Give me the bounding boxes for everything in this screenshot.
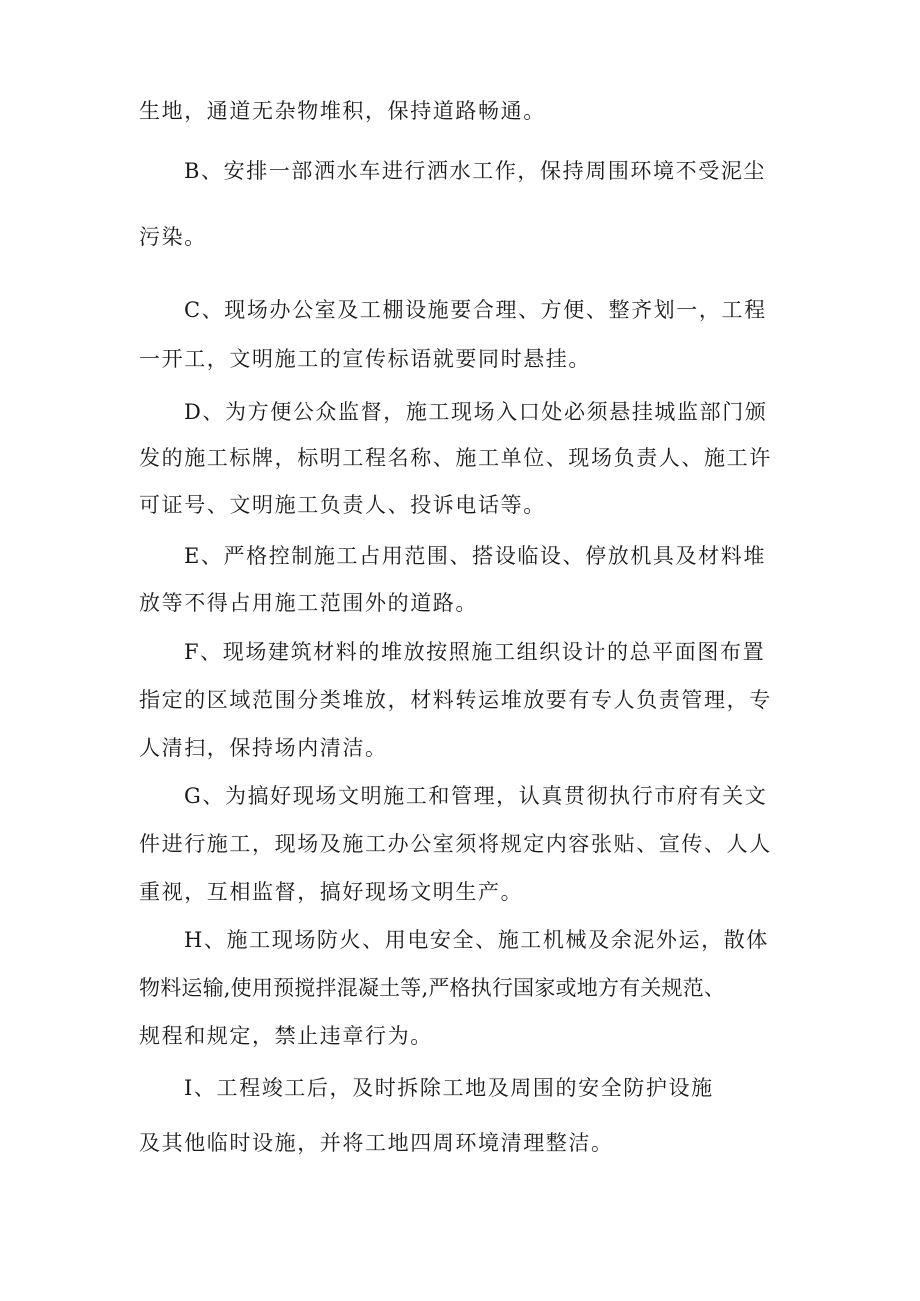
paragraph-h-line-2: 物料运输,使用预搅拌混凝土等,严格执行国家或地方有关规范、: [139, 976, 726, 1000]
paragraph-h-line-3: 规程和规定，禁止违章行为。: [139, 1024, 433, 1048]
paragraph-b-line-2: 污染。: [139, 225, 207, 249]
paragraph-g-line-3: 重视，互相监督，搞好现场文明生产。: [139, 880, 524, 904]
paragraph-d-line-1: D、为方便公众监督，施工现场入口处必须悬挂城监部门颁: [184, 400, 768, 424]
paragraph-continuation-line: 生地，通道无杂物堆积，保持道路畅通。: [139, 99, 546, 123]
paragraph-c-line-1: C、现场办公室及工棚设施要合理、方便、整齐划一，工程: [184, 298, 767, 322]
paragraph-f-line-1: F、现场建筑材料的堆放按照施工组织设计的总平面图布置: [184, 640, 766, 664]
paragraph-c-line-2: 一开工，文明施工的宣传标语就要同时悬挂。: [139, 347, 591, 371]
paragraph-d-line-2: 发的施工标牌，标明工程名称、施工单位、现场负责人、施工许: [139, 446, 772, 470]
paragraph-e-line-1: E、严格控制施工占用范围、搭设临设、停放机具及材料堆: [184, 544, 766, 568]
paragraph-b-line-1: B、安排一部洒水车进行洒水工作，保持周围环境不受泥尘: [184, 159, 767, 183]
paragraph-i-line-1: Ⅰ、工程竣工后，及时拆除工地及周围的安全防护设施: [184, 1076, 714, 1100]
paragraph-f-line-3: 人清扫，保持场内清洁。: [139, 736, 388, 760]
paragraph-e-line-2: 放等不得占用施工范围外的道路。: [139, 591, 478, 615]
paragraph-d-line-3: 可证号、文明施工负责人、投诉电话等。: [139, 493, 546, 517]
paragraph-i-line-2: 及其他临时设施，并将工地四周环境清理整洁。: [139, 1131, 614, 1155]
paragraph-f-line-2: 指定的区域范围分类堆放，材料转运堆放要有专人负责管理，专: [139, 688, 772, 712]
paragraph-g-line-2: 件进行施工，现场及施工办公室须将规定内容张贴、宣传、人人: [139, 832, 772, 856]
paragraph-g-line-1: G、为搞好现场文明施工和管理，认真贯彻执行市府有关文: [184, 784, 768, 808]
paragraph-h-line-1: H、施工现场防火、用电安全、施工机械及余泥外运，散体: [184, 928, 769, 952]
